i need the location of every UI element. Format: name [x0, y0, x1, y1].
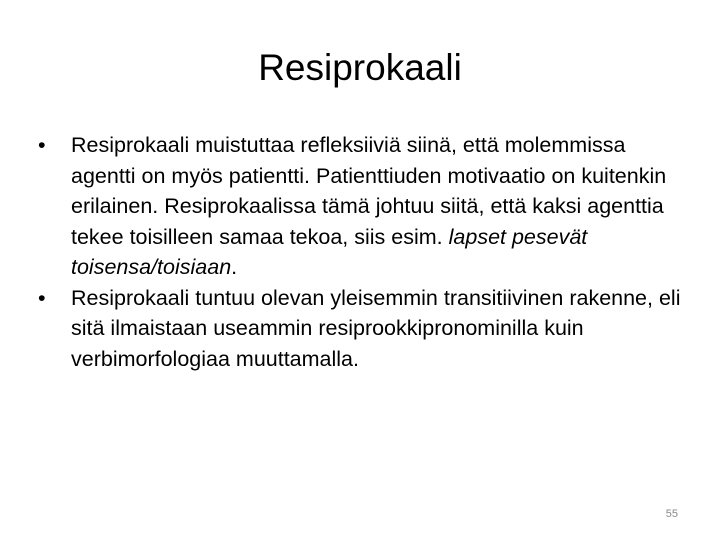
bullet-marker-icon: •	[38, 285, 46, 310]
bullet-1-end: .	[231, 255, 238, 279]
bullet-2-text: Resiprokaali tuntuu olevan yleisemmin transitiivinen rakenne, eli sitä ilmaistaan useammin resiprookkipronominilla kuin verbimorfologiaa muuttamalla.	[71, 285, 681, 371]
bullet-item-2	[36, 283, 686, 375]
bullet-list	[36, 130, 686, 374]
slide-title: Resiprokaali	[258, 47, 462, 88]
bullet-1-text: Resiprokaali muistuttaa refleksiiviä siinä, että molemmissa agentti on myös patientti. Patienttiuden motivaatio on kuitenkin erilainen. Resiprokaalissa tämä johtuu siitä, että kaksi agenttia tekee toisilleen samaa tekoa, siis esim.	[71, 133, 667, 249]
bullet-item-1	[36, 130, 686, 283]
page-number: 55	[665, 508, 678, 520]
bullet-marker-icon: •	[38, 133, 46, 157]
bullet-1-example: lapset pesevät toisensa/toisiaan	[71, 224, 588, 279]
